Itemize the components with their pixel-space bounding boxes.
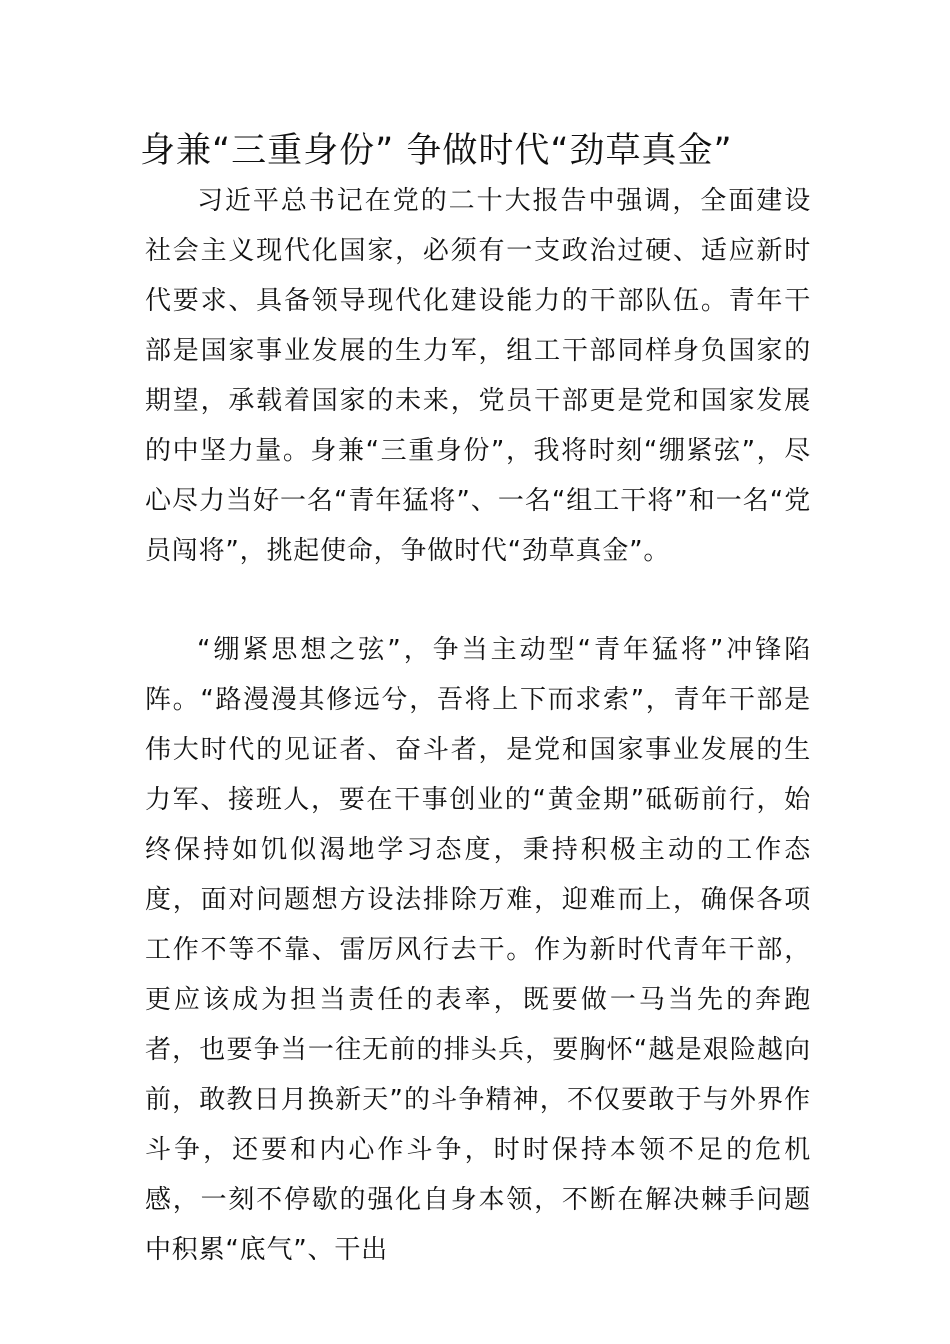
document-title: 身兼“三重身份” 争做时代“劲草真金” <box>140 131 733 171</box>
paragraph-intro: 习近平总书记在党的二十大报告中强调，全面建设社会主义现代化国家，必须有一支政治过硬、适应新时代要求、具备领导现代化建设能力的干部队伍。青年干部是国家事业发展的生力军，组工干部同样身负国家的期望，承载着国家的未来，党员干部更是党和国家发展的中坚力量。身兼“三重身份”，我将时刻“绷紧弦”，尽心尽力当好一名“青年猛将”、一名“组工干将”和一名“党员闯将”，挑起使命，争做时代“劲草真金”。 <box>145 186 811 566</box>
paragraph-section-1: “绷紧思想之弦”，争当主动型“青年猛将”冲锋陷阵。“路漫漫其修远兮，吾将上下而求索”，青年干部是伟大时代的见证者、奋斗者，是党和国家事业发展的生力军、接班人，要在干事创业的“黄金期”砥砺前行，始终保持如饥似渴地学习态度，秉持积极主动的工作态度，面对问题想方设法排除万难，迎难而上，确保各项工作不等不靠、雷厉风行去干。作为新时代青年干部，更应该成为担当责任的表率，既要做一马当先的奔跑者，也要争当一往无前的排头兵，要胸怀“越是艰险越向前，敢教日月换新天”的斗争精神，不仅要敢于与外界作斗争，还要和内心作斗争，时时保持本领不足的危机感，一刻不停歇的强化自身本领，不断在解决棘手问题中积累“底气”、干出 <box>145 635 811 1265</box>
